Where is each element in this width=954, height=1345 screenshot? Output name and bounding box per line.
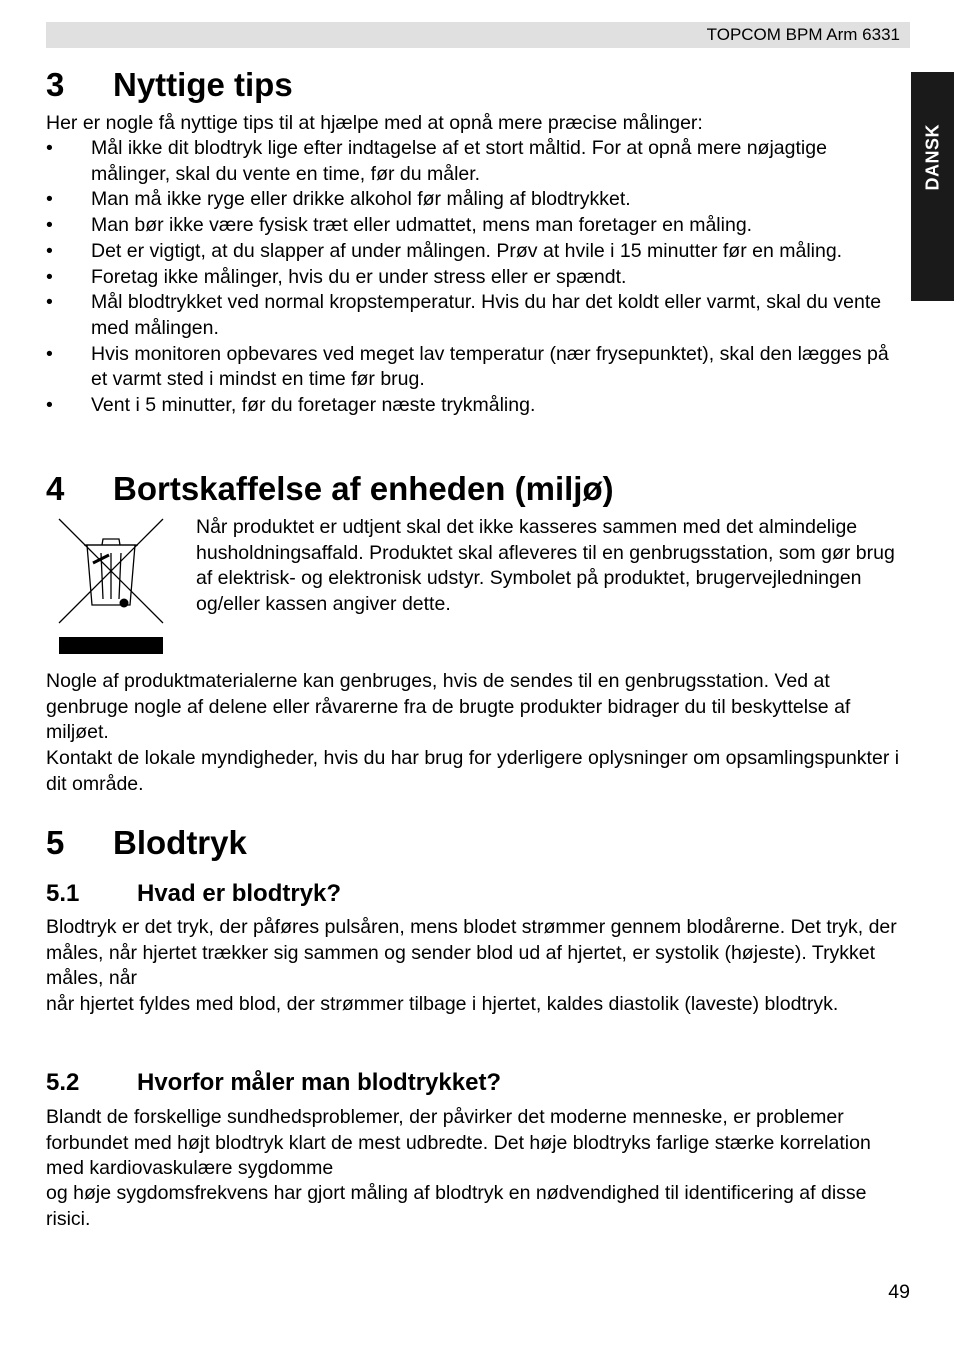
list-item: • Man må ikke ryge eller drikke alkohol før måling af blodtrykket. bbox=[46, 187, 910, 213]
section-5-heading bbox=[46, 823, 247, 863]
section-4-title: Bortskaffelse af enheden (miljø) bbox=[113, 470, 614, 507]
section-3-title: Nyttige tips bbox=[113, 66, 293, 103]
list-item: • Vent i 5 minutter, før du foretager næste trykmåling. bbox=[46, 393, 910, 419]
section-5-1-title: Hvad er blodtryk? bbox=[137, 880, 342, 907]
section-3-number: 3 bbox=[46, 66, 65, 103]
language-tab bbox=[911, 72, 954, 301]
weee-crossed-bin-icon bbox=[57, 517, 165, 655]
page-number: 49 bbox=[888, 1281, 910, 1303]
page-header bbox=[46, 22, 910, 48]
section-4-paragraph-2: Kontakt de lokale myndigheder, hvis du har brug for yderligere oplysninger om opsamlingspunkter i dit område. bbox=[46, 747, 900, 795]
list-item: • Mål blodtrykket ved normal kropstemperatur. Hvis du har det koldt eller varmt, skal du vente med målingen. bbox=[46, 290, 910, 341]
section-3-heading bbox=[46, 65, 293, 105]
section-4-number: 4 bbox=[46, 470, 65, 507]
section-4-paragraph-1: Nogle af produktmaterialerne kan genbruges, hvis de sendes til en genbrugsstation. Ved at genbruge nogle af delene eller råvarerne fra de brugte produkter bidrager du til beskyttelse af miljøet. bbox=[46, 670, 851, 744]
section-5-2-title: Hvorfor måler man blodtrykket? bbox=[137, 1069, 502, 1096]
weee-disposal-text: Når produktet er udtjent skal det ikke kasseres sammen med det almindelige husholdningsaffald. Produktet skal afleveres til en genbrugsstation, som gør brug af elektrisk- og elektronisk udstyr. Symbolet på produktet, brugervejledningen og/eller kassen angiver dette. bbox=[196, 516, 895, 616]
section-5-1-number: 5.1 bbox=[46, 880, 80, 907]
section-5-2-heading bbox=[46, 1068, 501, 1098]
language-tab-label: DANSK bbox=[922, 124, 943, 191]
list-item: • Hvis monitoren opbevares ved meget lav temperatur (nær frysepunktet), skal den lægges på et varmt sted i mindst en time før brug. bbox=[46, 342, 910, 393]
section-5-2-paragraph-2: og høje sygdomsfrekvens har gjort måling af blodtryk en nødvendighed til identificering af disse risici. bbox=[46, 1182, 867, 1230]
section-4-heading bbox=[46, 469, 614, 509]
section-5-2-paragraph-1: Blandt de forskellige sundhedsproblemer, der påvirker det moderne menneske, er problemer forbundet med højt blodtryk klart de mest udbredte. Det høje blodtryks farlige stærke korrelation med kardiovaskulære sygdomme bbox=[46, 1106, 871, 1180]
section-5-1-paragraph-2: når hjertet fyldes med blod, der strømmer tilbage i hjertet, kaldes diastolik (laveste) blodtryk. bbox=[46, 993, 839, 1015]
list-item: • Det er vigtigt, at du slapper af under målingen. Prøv at hvile i 15 minutter før en måling. bbox=[46, 239, 910, 265]
section-5-title: Blodtryk bbox=[113, 824, 247, 861]
section-5-1-paragraph-1: Blodtryk er det tryk, der påføres pulsåren, mens blodet strømmer gennem blodårerne. Det tryk, der måles, når hjertet trækker sig sammen og sender blod ud af hjertet, er systolik (højeste). Trykket måles, når bbox=[46, 916, 897, 990]
section-5-number: 5 bbox=[46, 824, 65, 861]
header-product-name: TOPCOM BPM Arm 6331 bbox=[706, 25, 900, 44]
section-5-1-heading bbox=[46, 879, 341, 909]
section-3-intro: Her er nogle få nyttige tips til at hjælpe med at opnå mere præcise målinger: bbox=[46, 112, 703, 134]
list-item: • Mål ikke dit blodtryk lige efter indtagelse af et stort måltid. For at opnå mere nøjagtige målinger, skal du vente en time, før du måler. bbox=[46, 136, 910, 187]
section-5-2-number: 5.2 bbox=[46, 1069, 80, 1096]
list-item: • Man bør ikke være fysisk træt eller udmattet, mens man foretager en måling. bbox=[46, 213, 910, 239]
list-item: • Foretag ikke målinger, hvis du er under stress eller er spændt. bbox=[46, 265, 910, 291]
tips-list bbox=[46, 136, 910, 419]
